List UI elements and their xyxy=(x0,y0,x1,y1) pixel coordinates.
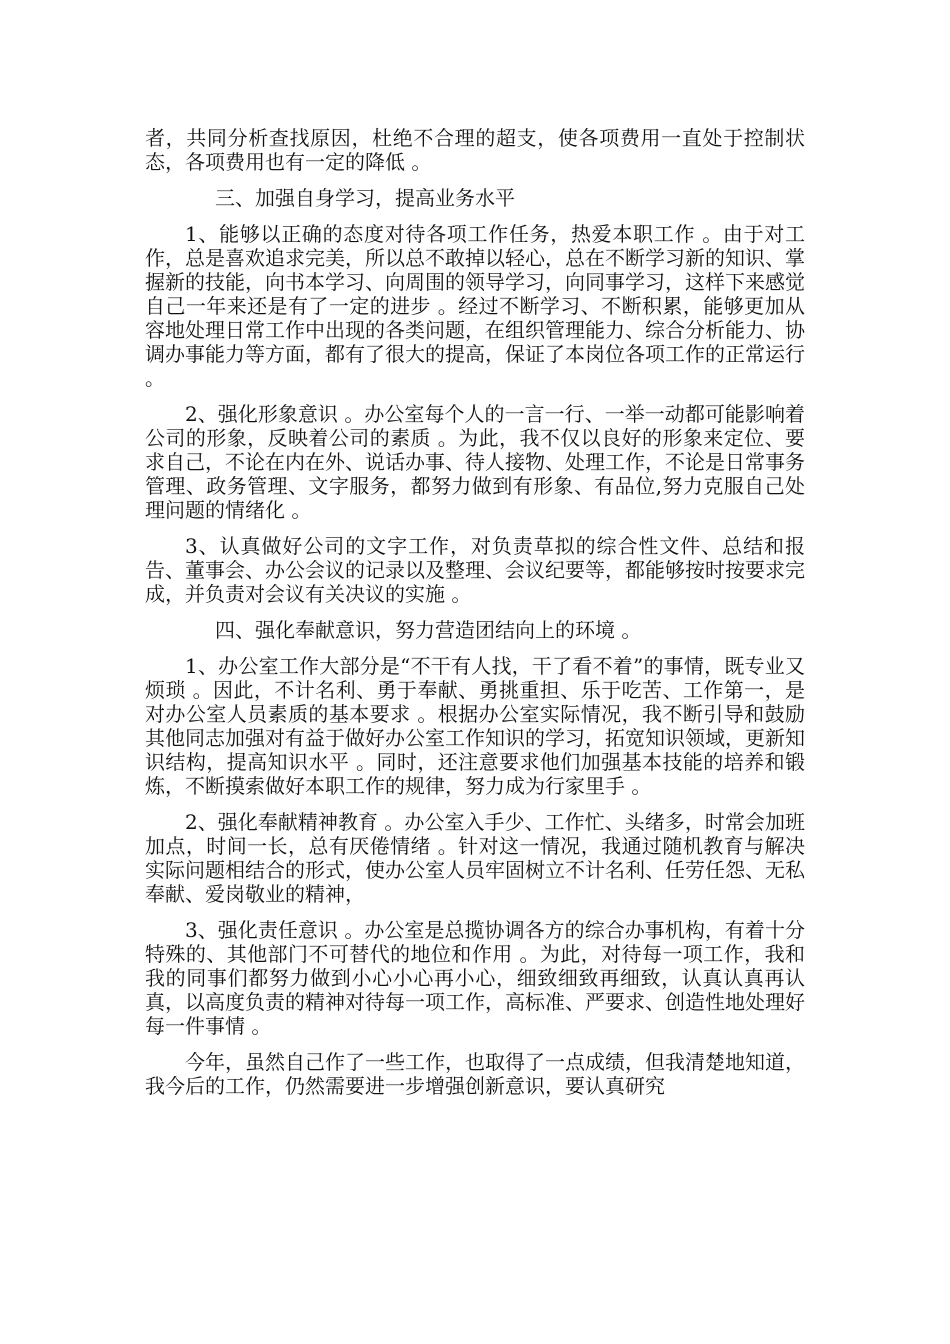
paragraph: 3、强化责任意识 。办公室是总揽协调各方的综合办事机构，有着十分特殊的、其他部门不可替代的地位和作用 。为此，对待每一项工作，我和我的同事们都努力做到小心小心再小心，细致细致再细致，认真认真再认真，以高度负责的精神对待每一项工作，高标准、严要求、创造性地处理好每一件事情 。 xyxy=(145,918,805,1038)
section-heading-four: 四、强化奉献意识，努力营造团结向上的环境 。 xyxy=(215,618,642,642)
paragraph-continuation: 者，共同分析查找原因，杜绝不合理的超支，使各项费用一直处于控制状态，各项费用也有一定的降低 。 xyxy=(145,126,805,174)
section-heading-three: 三、加强自身学习，提高业务水平 xyxy=(215,186,515,210)
paragraph: 2、强化奉献精神教育 。办公室入手少、工作忙、头绪多，时常会加班加点，时间一长，总有厌倦情绪 。针对这一情况，我通过随机教育与解决实际问题相结合的形式，使办公室人员牢固树立不计名利、任劳任怨、无私奉献、爱岗敬业的精神， xyxy=(145,810,805,906)
document-body xyxy=(145,126,805,1110)
paragraph: 1、能够以正确的态度对待各项工作任务，热爱本职工作 。由于对工作，总是喜欢追求完美，所以总不敢掉以轻心，总在不断学习新的知识、掌握新的技能，向书本学习、向周围的领导学习，向同事学习，这样下来感觉自己一年来还是有了一定的进步 。经过不断学习、不断积累，能够更加从容地处理日常工作中出现的各类问题，在组织管理能力、综合分析能力、协调办事能力等方面，都有了很大的提高，保证了本岗位各项工作的正常运行 。 xyxy=(145,222,805,390)
paragraph: 今年，虽然自己作了一些工作，也取得了一点成绩，但我清楚地知道，我今后的工作，仍然需要进一步增强创新意识，要认真研究 xyxy=(145,1050,805,1098)
paragraph: 3、认真做好公司的文字工作，对负责草拟的综合性文件、总结和报告、董事会、办公会议的记录以及整理、会议纪要等，都能够按时按要求完成，并负责对会议有关决议的实施 。 xyxy=(145,534,805,606)
paragraph: 2、强化形象意识 。办公室每个人的一言一行、一举一动都可能影响着公司的形象，反映着公司的素质 。为此，我不仅以良好的形象来定位、要求自己，不论在内在外、说话办事、待人接物、处理工作，不论是日常事务管理、政务管理、文字服务，都努力做到有形象、有品位,努力克服自己处理问题的情绪化 。 xyxy=(145,402,805,522)
paragraph: 1、办公室工作大部分是“不干有人找，干了看不着”的事情，既专业又烦琐 。因此，不计名利、勇于奉献、勇挑重担、乐于吃苦、工作第一，是对办公室人员素质的基本要求 。根据办公室实际情况，我不断引导和鼓励其他同志加强对有益于做好办公室工作知识的学习，拓宽知识领域，更新知识结构，提高知识水平 。同时，还注意要求他们加强基本技能的培养和锻炼，不断摸索做好本职工作的规律，努力成为行家里手 。 xyxy=(145,654,805,798)
